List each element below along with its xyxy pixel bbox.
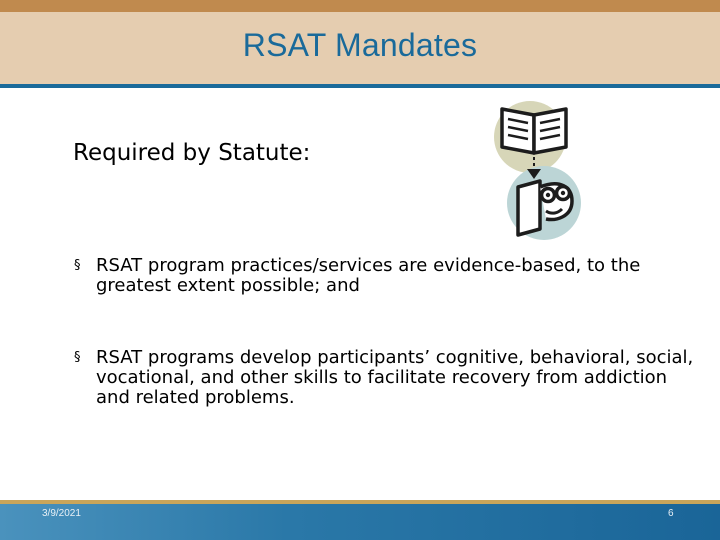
bullet-item — [74, 348, 694, 408]
bullet-text: RSAT program practices/services are evidence-based, to the greatest extent possible; and — [96, 255, 641, 296]
bullet-marker: § — [74, 350, 81, 365]
title-divider — [0, 84, 720, 88]
top-accent-strip — [0, 0, 720, 12]
bullet-list — [74, 256, 694, 408]
slide-subtitle: Required by Statute: — [73, 140, 311, 166]
book-to-reader-icon — [490, 95, 590, 245]
page-number: 6 — [668, 508, 674, 519]
bullet-text: RSAT programs develop participants’ cognitive, behavioral, social, vocational, and other skills to facilitate recovery from addiction and related problems. — [96, 347, 694, 408]
slide-title: RSAT Mandates — [242, 26, 478, 63]
bullet-marker: § — [74, 258, 81, 273]
title-band — [0, 12, 720, 84]
footer-bar — [0, 504, 720, 540]
footer-date: 3/9/2021 — [42, 508, 81, 519]
bullet-item — [74, 256, 694, 296]
